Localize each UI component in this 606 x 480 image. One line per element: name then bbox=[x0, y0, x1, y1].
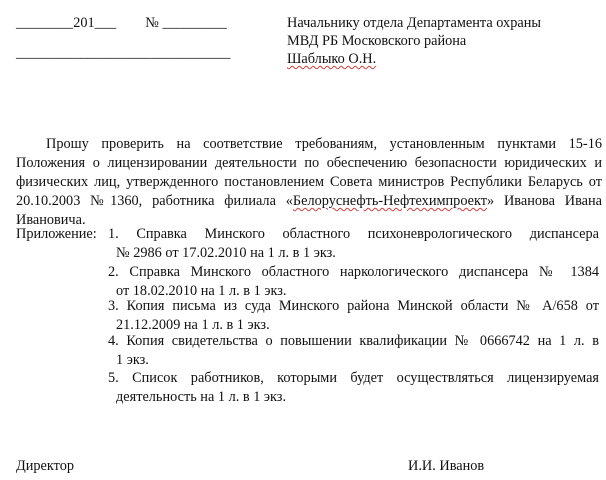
addressee-line-1: Начальнику отдела Департамента охраны bbox=[287, 15, 541, 31]
addressee-line-2: МВД РБ Московского района bbox=[287, 33, 467, 49]
attachment-item-continuation: № 2986 от 17.02.2010 на 1 л. в 1 экз. bbox=[116, 245, 336, 261]
paragraph-part-2: » Иванова Ивана Ивановича. bbox=[16, 193, 602, 228]
attachment-item-1 bbox=[108, 225, 599, 263]
attachment-item-5 bbox=[108, 369, 599, 407]
attachment-item-4 bbox=[108, 332, 599, 370]
company-name: Белоруснефть-Нефтехимпроект bbox=[292, 193, 487, 209]
number-blank: _________ bbox=[162, 15, 227, 31]
attachment-item-continuation: 21.12.2009 на 1 л. в 1 экз. bbox=[116, 317, 270, 333]
attachment-item-continuation: от 18.02.2010 на 1 л. в 1 экз. bbox=[116, 283, 287, 299]
addressee-surname: Шаблыко О.Н. bbox=[287, 51, 377, 67]
addressee-line-3 bbox=[287, 50, 376, 69]
attachment-item-first-line: 4. Копия свидетельства о повышении квалификации № 0666742 на 1 л. в bbox=[108, 333, 599, 349]
year-text: 201 bbox=[73, 15, 95, 31]
attachment-item-first-line: 3. Копия письма из суда Минского района Минской области № А/658 от bbox=[108, 298, 599, 314]
signature-name: И.И. Иванов bbox=[408, 458, 485, 474]
date-blank-after: ___ bbox=[94, 15, 117, 31]
signature-position: Директор bbox=[16, 458, 75, 474]
attachment-item-first-line: 5. Список работников, которыми будет осуществляться лицензируемая bbox=[108, 370, 599, 386]
attachment-item-first-line: 2. Справка Минского областного наркологического диспансера № 1384 bbox=[108, 264, 599, 280]
attachment-item-continuation: 1 экз. bbox=[116, 352, 149, 368]
attachment-item-continuation: деятельность на 1 л. в 1 экз. bbox=[116, 389, 287, 405]
attachment-item-2 bbox=[108, 263, 599, 301]
paragraph-part-1: Прошу проверить на соответствие требованиям, установленным пунктами 15-16 Положения о лицензировании деятельности по обеспечению безопасности юридических и физических лиц, утвержденного постановлением Совета министров Республики Беларусь от 20.10.2003 №1360, работника филиала « bbox=[16, 136, 602, 209]
attachment-item-first-line: 1. Справка Минского областного психоневрологического диспансера bbox=[108, 226, 599, 242]
date-blank-before: ________ bbox=[16, 15, 74, 31]
date-number-line bbox=[16, 14, 227, 33]
attachment-item-3 bbox=[108, 297, 599, 335]
attachments-label: Приложение: bbox=[16, 226, 97, 242]
request-paragraph bbox=[16, 135, 602, 230]
number-sign: № bbox=[145, 15, 159, 31]
second-blank-line: ______________________________ bbox=[16, 45, 231, 61]
